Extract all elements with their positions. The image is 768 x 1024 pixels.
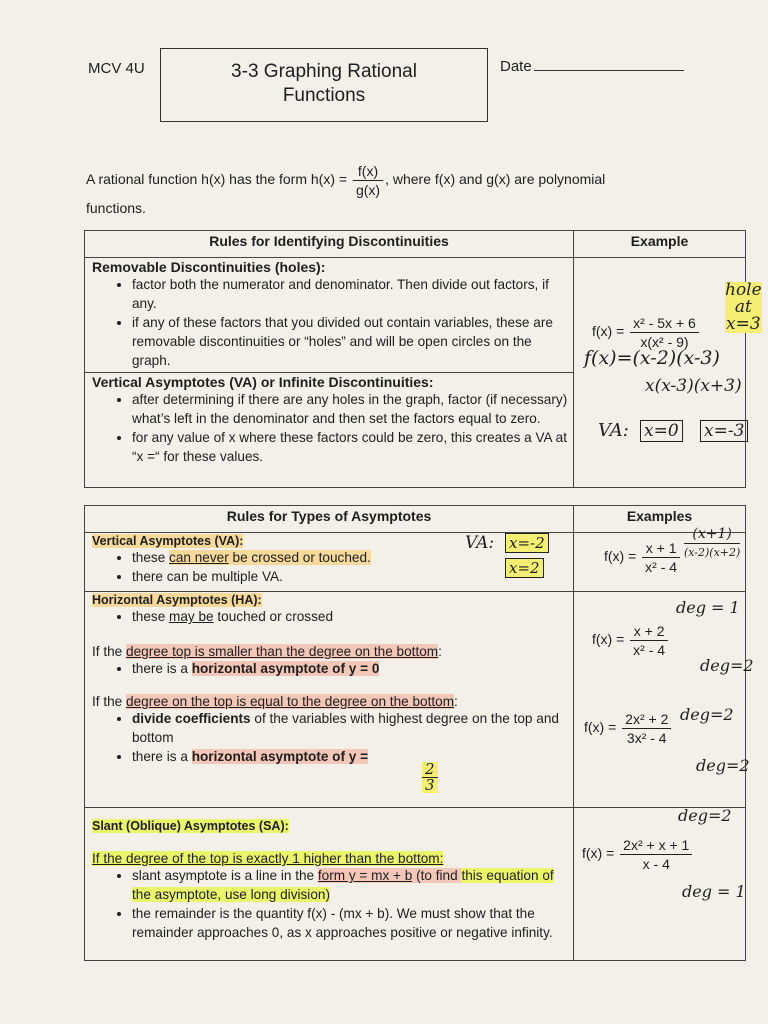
- t2-va-title: [86, 534, 572, 548]
- cond1-item-b: horizontal asymptote of y = 0: [191, 661, 380, 676]
- hw-ex2-bot: deg=2: [700, 656, 754, 675]
- va-cell: [85, 373, 574, 488]
- intro-frac-den: g(x): [355, 182, 381, 198]
- t2-va-item-post: be crossed or touched.: [228, 550, 371, 565]
- title-line-1: 3-3 Graphing Rational: [231, 61, 417, 82]
- hw-ex2-top: deg = 1: [676, 598, 740, 617]
- course-code: MCV 4U: [88, 60, 145, 77]
- t2-ex3-frac: [622, 710, 671, 747]
- asymptotes-table: [84, 505, 746, 961]
- cond2-item1-post: of the variables with highest degree on the top and bottom: [132, 711, 559, 745]
- cond2-u: degree on the top is equal to the degree on the bottom: [126, 694, 455, 709]
- t2-ex4-den: x - 4: [642, 856, 670, 872]
- cond2-post: :: [454, 694, 458, 709]
- cond-smaller: [92, 644, 572, 659]
- t2-ha-title: [86, 593, 572, 607]
- t2-sa-title: [86, 819, 572, 833]
- intro-text: [86, 162, 726, 199]
- t2-ex2-num: x + 2: [630, 622, 668, 641]
- t2-ex3-num: 2x² + 2: [622, 710, 671, 729]
- t2-va-title-text: Vertical Asymptotes (VA):: [92, 534, 244, 548]
- hw-ex4-bot: deg = 1: [682, 882, 746, 901]
- hw-ex1-den: (x-2)(x+2): [684, 546, 741, 559]
- intro-after: , where f(x) and g(x) are polynomial: [385, 171, 606, 188]
- hw-t2-va-label: VA:: [465, 533, 495, 553]
- hw-hole-3: x=3: [726, 314, 761, 334]
- t2-ex2-fx: f(x) =: [592, 631, 625, 648]
- sa-item: [132, 866, 572, 904]
- t2-ha-item-pre: these: [132, 609, 170, 624]
- sa-item1-pre: slant asymptote is a line in the: [132, 868, 318, 883]
- t1-num: x² - 5x + 6: [630, 314, 699, 333]
- hw-t2-va-1: x=-2: [505, 533, 549, 553]
- t2-ha-cell: [85, 592, 574, 808]
- t2-ex1-den: x² - 4: [645, 559, 678, 575]
- t2-ha-item: [132, 607, 572, 626]
- t2-ex1-num: x + 1: [642, 539, 680, 558]
- cond1-item: [132, 659, 572, 678]
- t2-ex1-frac: [642, 539, 680, 576]
- t2-ex1-fx: f(x) =: [604, 548, 637, 565]
- page-title: [160, 48, 488, 122]
- t2-ex4-num: 2x² + x + 1: [620, 836, 692, 855]
- removable-list: [86, 275, 572, 370]
- t1-example-cell: [574, 258, 746, 488]
- hw-va-1: x=0: [640, 420, 683, 442]
- hw-ratio-num: 2: [422, 762, 438, 778]
- hw-hole-note: [725, 282, 762, 333]
- hw-ex1-factored: [684, 525, 740, 562]
- t2-col2-header: Examples: [574, 506, 746, 533]
- t2-ex4-frac: [620, 836, 692, 873]
- removable-item: • factor both the numerator and denominator. Then divide out factors, if any.: [132, 275, 572, 313]
- hw-ex1-num: (x+1): [684, 525, 740, 544]
- cond2-item: [132, 747, 572, 766]
- t1-frac: [630, 314, 699, 351]
- date-label: Date: [500, 58, 532, 75]
- cond2-item2-b: horizontal asymptote of y =: [191, 749, 369, 764]
- t2-ha-title-text: Horizontal Asymptotes (HA):: [92, 593, 262, 607]
- t2-va-list: [86, 548, 572, 586]
- hw-va-label: VA:: [598, 420, 629, 441]
- removable-item: • if any of these factors that you divided out contain variables, these are removable discontinuities or “holes” and will be open circles on the graph.: [132, 313, 572, 370]
- sa-item1-post: (to find: [412, 868, 462, 883]
- cond1-post: :: [438, 644, 442, 659]
- cond1-pre: If the: [92, 644, 127, 659]
- intro-line-2: functions.: [86, 200, 146, 216]
- removable-cell: [85, 258, 574, 373]
- sa-item1-hl: this equation of the asymptote, use long division): [132, 868, 554, 902]
- sa-list: [86, 866, 572, 942]
- date-field: [500, 58, 684, 75]
- va-item: • for any value of x where these factors could be zero, this creates a VA at “x =“ for these values.: [132, 428, 572, 466]
- cond1-u: degree top is smaller than the degree on the bottom: [126, 644, 439, 659]
- cond2-item1-b: divide coefficients: [132, 711, 251, 726]
- date-line: [534, 58, 684, 71]
- t1-den: x(x² - 9): [640, 334, 689, 350]
- cond2-list: [86, 709, 572, 766]
- hw-ex4-top: deg=2: [678, 806, 732, 825]
- cond3-text: If the degree of the top is exactly 1 higher than the bottom:: [92, 851, 444, 866]
- t1-col1-header: Rules for Identifying Discontinuities: [85, 231, 574, 258]
- intro-fraction: [353, 162, 383, 199]
- t2-col1-header: Rules for Types of Asymptotes: [85, 506, 574, 533]
- hw-factored-num: f(x)=(x-2)(x-3): [584, 347, 720, 369]
- cond2-pre: If the: [92, 694, 127, 709]
- cond1-list: [86, 659, 572, 678]
- t2-ex23-cell: [574, 592, 746, 808]
- cond-equal: [92, 694, 572, 709]
- hw-factored-den: x(x-3)(x+3): [645, 376, 742, 396]
- t2-ex2-frac: [630, 622, 668, 659]
- t2-va-item-hl: can never: [169, 550, 229, 565]
- va-title: Vertical Asymptotes (VA) or Infinite Discontinuities:: [92, 374, 434, 390]
- cond2-item2-pre: there is a: [132, 749, 192, 764]
- hw-t2-va-2: x=2: [505, 558, 544, 578]
- t2-va-item: • there can be multiple VA.: [132, 567, 572, 586]
- t1-fx: f(x) =: [592, 323, 625, 340]
- t2-ha-item-u: may be: [169, 609, 214, 624]
- t2-sa-title-text: Slant (Oblique) Asymptotes (SA):: [92, 819, 289, 833]
- cond-slant: [92, 851, 572, 866]
- va-item: • after determining if there are any holes in the graph, factor (if necessary) what’s left in the denominator and then set the factors equal to zero.: [132, 390, 572, 428]
- t2-ex3-fx: f(x) =: [584, 719, 617, 736]
- hw-ex3-top: deg=2: [680, 705, 734, 724]
- t2-ha-item-post: touched or crossed: [213, 609, 333, 624]
- sa-item: • the remainder is the quantity f(x) - (mx + b). We must show that the remainder approaches 0, as x approaches positive or negative infinity.: [132, 904, 572, 942]
- sa-item1-u: form y = mx + b: [317, 868, 413, 883]
- intro-before: A rational function h(x) has the form h(x) =: [86, 171, 348, 188]
- t2-ex2-fn: [592, 622, 670, 659]
- cond2-item: [132, 709, 572, 747]
- cond1-item-pre: there is a: [132, 661, 192, 676]
- t1-example-fn: [592, 314, 701, 351]
- t1-col2-header: Example: [574, 231, 746, 258]
- t2-ex4-fn: [582, 836, 694, 873]
- t2-ex3-fn: [584, 710, 673, 747]
- t2-ex4-fx: f(x) =: [582, 845, 615, 862]
- t2-va-item-pre: these: [132, 550, 170, 565]
- t2-sa-cell: [85, 808, 574, 961]
- hw-hole-2: at: [734, 297, 752, 317]
- t2-ha-list: [86, 607, 572, 626]
- t2-ex3-den: 3x² - 4: [626, 730, 667, 746]
- intro-frac-num: f(x): [353, 162, 383, 181]
- hw-hole-1: hole: [725, 280, 762, 300]
- title-line-2: Functions: [282, 85, 366, 106]
- t2-va-cell: [85, 533, 574, 592]
- t2-ex2-den: x² - 4: [633, 642, 666, 658]
- hw-va-2: x=-3: [700, 420, 748, 442]
- hw-ex3-bot: deg=2: [696, 756, 750, 775]
- va-list: [86, 390, 572, 466]
- hw-ex3-ratio: [422, 762, 438, 793]
- removable-title: Removable Discontinuities (holes):: [92, 259, 326, 275]
- t2-ex1-fn: [604, 539, 682, 576]
- hw-ratio-den: 3: [425, 776, 435, 794]
